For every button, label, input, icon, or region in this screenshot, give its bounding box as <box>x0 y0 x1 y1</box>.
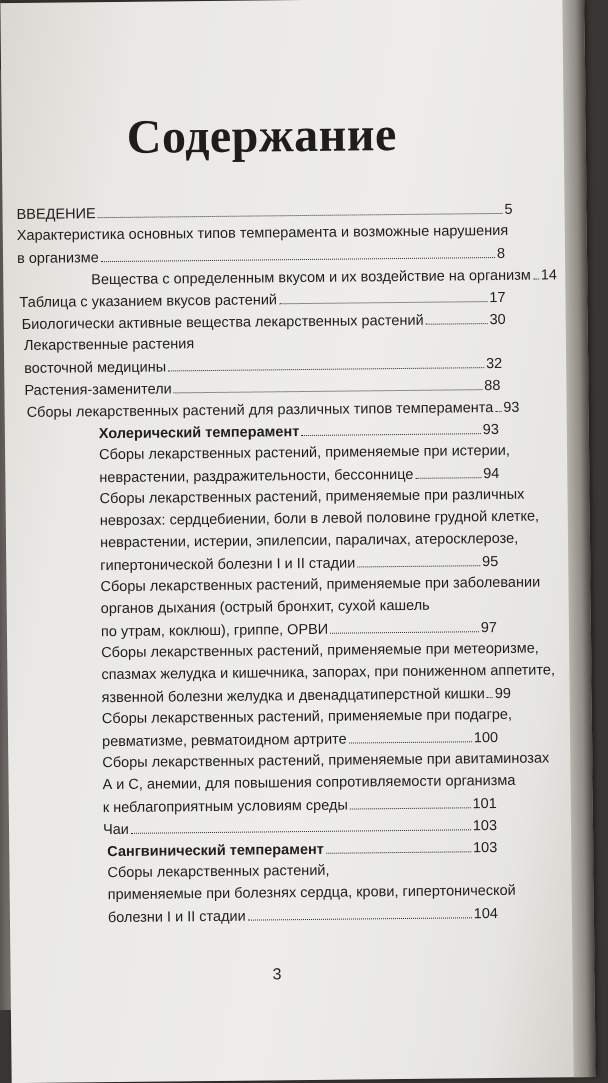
toc-entry-page: 99 <box>494 685 512 703</box>
leader-dots <box>174 374 483 393</box>
leader-dots <box>98 198 503 218</box>
leader-dots <box>168 352 484 371</box>
leader-dots <box>279 286 488 304</box>
toc-entry-page: 103 <box>472 840 498 857</box>
toc-entry-text: по утрам, коклюш), гриппе, ОРВИ <box>100 621 329 641</box>
leader-dots <box>131 814 471 834</box>
toc-entry-text: неврастении, истерии, эпилепсии, параличах, атеросклерозе, <box>99 530 519 552</box>
toc-entry-text: Сборы лекарственных растений, применяемые при истерии, <box>99 442 510 464</box>
toc-entry-text: Сборы лекарственных растений, применяемые при заболевании <box>100 574 541 596</box>
toc-entry-page: 97 <box>480 620 498 637</box>
page-stack-edge <box>562 0 595 1077</box>
toc-entry-page: 32 <box>485 355 503 373</box>
toc-section-title: Сангвинический темперамент <box>107 841 324 861</box>
toc-entry-text: в организме <box>16 250 99 268</box>
toc-entry-page: 8 <box>496 245 506 262</box>
toc-entry-page: 94 <box>483 465 500 483</box>
toc-entry-text: Вещества с определенным вкусом и их воздействие на организм <box>91 267 531 289</box>
toc-entry-text: органов дыхания (острый бронхит, сухой кашель <box>100 597 430 618</box>
toc-section-title: Холерический темперамент <box>98 424 300 443</box>
toc-entry-text: Сборы лекарственных растений, <box>107 862 330 882</box>
toc-entry-text: Лекарственные растения <box>23 336 195 354</box>
toc-entry-text: применяемые при болезнях сердца, крови, гипертонической <box>107 882 516 904</box>
leader-dots <box>326 836 471 854</box>
leader-dots <box>301 418 481 436</box>
toc-entry-text: гипертонической болезни I и II стадии <box>100 555 356 575</box>
leader-dots <box>426 308 488 325</box>
toc-entry-text: Сборы лекарственных растений, применяемые при различных <box>99 486 525 508</box>
toc-entry-text: Таблица с указанием вкусов растений <box>19 292 278 311</box>
toc-entry-text: Сборы лекарственных растений, применяемые при метеоризме, <box>101 640 539 662</box>
toc-section <box>107 836 497 862</box>
leader-dots <box>357 550 480 567</box>
toc-entry-text: к неблагоприятным условиям среды <box>102 797 348 817</box>
toc-entry-text: Чаи <box>102 821 129 839</box>
toc-entry-text: Сборы лекарственных растений для различных типов темперамента <box>26 400 494 421</box>
toc-entry-page: 93 <box>503 399 520 416</box>
toc-entry-page: 101 <box>472 796 497 813</box>
toc-entry-text: ВВЕДЕНИЕ <box>16 206 96 224</box>
toc-entry-page: 104 <box>473 906 499 923</box>
leader-dots <box>330 616 479 634</box>
toc-entry-text: неврозах: сердцебиении, боли в левой половине грудной клетке, <box>99 508 540 530</box>
page-number: 3 <box>272 966 282 984</box>
leader-dots <box>350 792 471 809</box>
toc-entry-text: ревматизме, ревматоидном артрите <box>102 731 347 751</box>
toc-entry-page: 95 <box>482 553 499 571</box>
toc-entry-page: 5 <box>504 201 513 218</box>
leader-dots <box>533 264 539 280</box>
toc-entry-text: Характеристика основных типов темперамента и возможные нарушения <box>16 222 509 245</box>
toc-entry-text: Сборы лекарственных растений, применяемые при авитаминозах <box>102 750 550 772</box>
toc-entry-page: 93 <box>482 421 499 439</box>
toc-entry-page: 103 <box>472 818 498 835</box>
toc-entry-text: спазмах желудка и кишечника, запорах, при пониженном аппетите, <box>101 662 556 684</box>
toc-entry-text: Биологически активные вещества лекарственных растений <box>21 312 424 333</box>
toc-entry-text: Растения-заменители <box>24 381 172 399</box>
leader-dots <box>349 726 472 743</box>
toc-entry-text: язвенной болезни желудка и двенадцатиперстной кишки <box>101 686 485 707</box>
toc-entry <box>22 308 506 335</box>
leader-dots <box>248 902 472 920</box>
toc-entry-text: восточной медицины <box>24 359 167 377</box>
toc-entry <box>100 572 540 599</box>
page-title: Содержание <box>126 108 398 164</box>
toc-entry-text: неврастении, раздражительности, бессоннице <box>99 466 414 487</box>
toc-entry-text: Сборы лекарственных растений, применяемые при подагре, <box>101 706 513 728</box>
toc-entry-text: А и С, анемии, для повышения сопротивляемости организма <box>102 772 516 794</box>
toc-entry-text: болезни I и II стадии <box>107 908 246 927</box>
toc-entry-page: 100 <box>473 729 499 747</box>
toc-entry <box>107 860 329 884</box>
toc-entry-page: 14 <box>540 267 558 284</box>
leader-dots <box>487 682 493 698</box>
leader-dots <box>101 242 495 262</box>
leader-dots <box>415 462 481 479</box>
leader-dots <box>495 396 501 412</box>
toc-entry-page: 30 <box>489 311 506 329</box>
toc-entry <box>24 333 195 357</box>
toc-entry-page: 88 <box>484 377 501 395</box>
toc-entry <box>108 902 498 928</box>
toc-entry-page: 17 <box>489 289 506 307</box>
table-of-contents <box>14 198 558 927</box>
